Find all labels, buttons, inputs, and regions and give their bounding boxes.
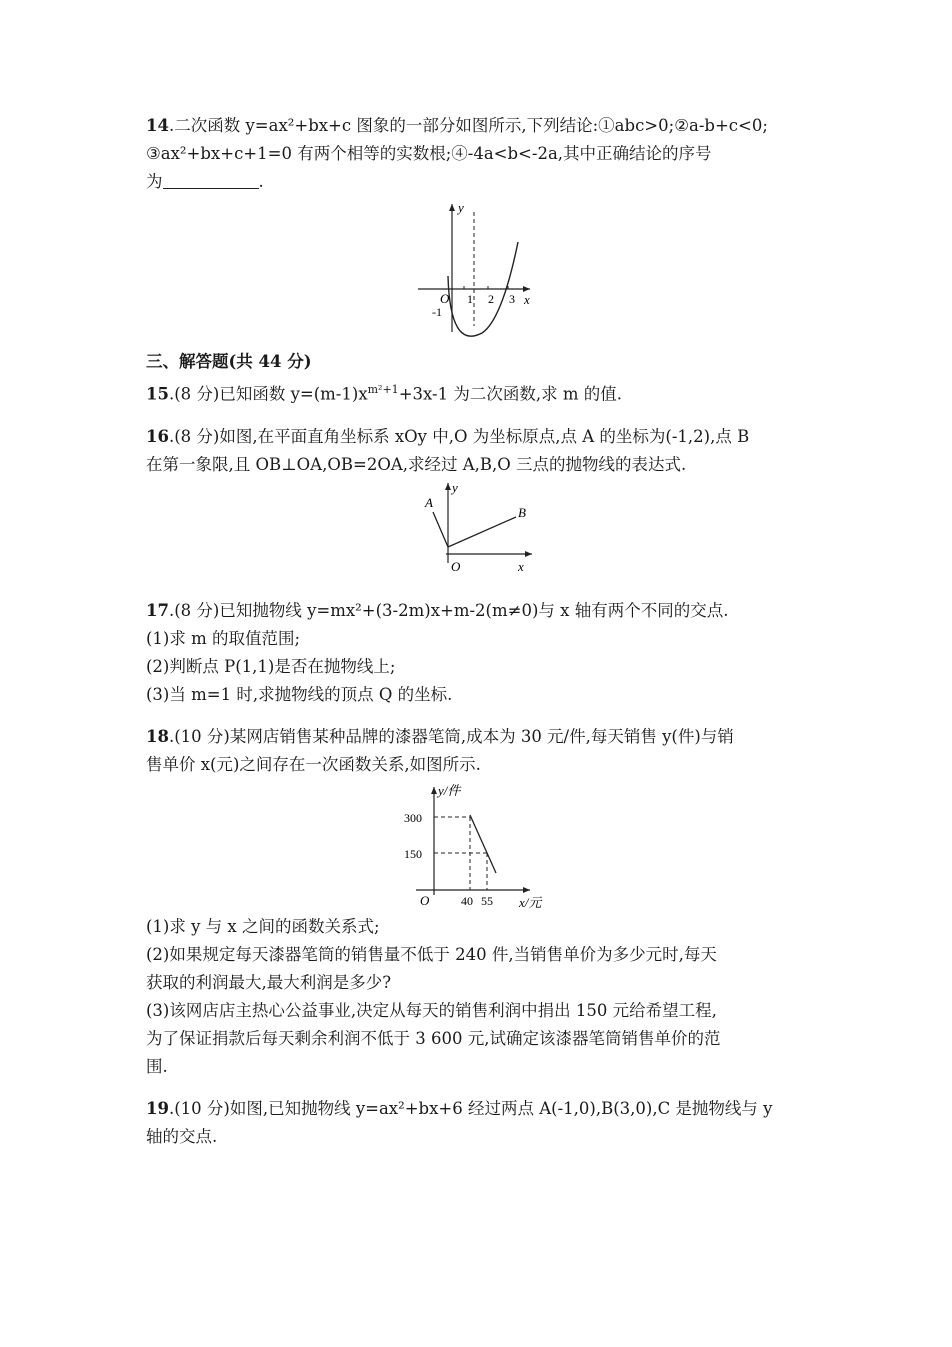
x-arrow-icon bbox=[523, 887, 530, 893]
q18-part3c: 围. bbox=[146, 1056, 168, 1076]
q17-text1: .(8 分)已知抛物线 y=mx²+(3-2m)x+m-2(m≠0)与 x 轴有两个不同的交点. bbox=[168, 600, 729, 620]
x-arrow-icon bbox=[525, 551, 532, 557]
x-label: x bbox=[518, 558, 524, 574]
q15-text1: .(8 分)已知函数 y=(m-1)x bbox=[168, 384, 368, 404]
q15-line bbox=[146, 376, 806, 409]
tick-label-1: 1 bbox=[467, 292, 473, 306]
q18-part2a: (2)如果规定每天漆器笔筒的销售量不低于 240 件,当销售单价为多少元时,每天 bbox=[146, 944, 717, 964]
linear-function-line bbox=[470, 815, 496, 873]
y-arrow-icon bbox=[431, 787, 437, 794]
q18-line2: 售单价 x(元)之间存在一次函数关系,如图所示. bbox=[146, 754, 481, 774]
origin-label: O bbox=[440, 291, 450, 306]
x-tick-55: 55 bbox=[481, 893, 493, 908]
q19-line2: 轴的交点. bbox=[146, 1126, 218, 1146]
y-tick-150: 150 bbox=[404, 846, 422, 861]
q17-part1: (1)求 m 的取值范围; bbox=[146, 628, 301, 648]
y-axis-label: y/件 bbox=[438, 782, 461, 798]
q14-prefix: 为 bbox=[146, 172, 163, 191]
x-tick-40: 40 bbox=[461, 893, 473, 908]
worksheet-page bbox=[146, 112, 806, 1151]
q15-exponent: m²+1 bbox=[367, 383, 399, 396]
q16-text1: .(8 分)如图,在平面直角坐标系 xOy 中,O 为坐标原点,点 A 的坐标为(-1,2),点 B bbox=[168, 426, 750, 446]
q17-number: 17 bbox=[146, 600, 169, 620]
tick-label-3: 3 bbox=[509, 292, 515, 306]
y-arrow-icon bbox=[445, 483, 451, 490]
q14-number: 14 bbox=[146, 116, 169, 135]
q18-text1: .(10 分)某网店销售某种品牌的漆器笔筒,成本为 30 元/件,每天销售 y(件)与销 bbox=[168, 726, 734, 746]
q17-part2: (2)判断点 P(1,1)是否在抛物线上; bbox=[146, 656, 396, 676]
q16-number: 16 bbox=[146, 426, 169, 446]
y-arrow-icon bbox=[449, 204, 455, 211]
segment-oa bbox=[433, 512, 448, 547]
q18-part1: (1)求 y 与 x 之间的函数关系式; bbox=[146, 916, 380, 936]
q16-line1 bbox=[146, 423, 806, 451]
q19-line1 bbox=[146, 1095, 806, 1123]
q18-part3a: (3)该网店店主热心公益事业,决定从每天的销售利润中捐出 150 元给希望工程, bbox=[146, 1000, 717, 1020]
q16-figure bbox=[146, 483, 806, 579]
q19-number: 19 bbox=[146, 1098, 169, 1118]
q15-text2: +3x-1 为二次函数,求 m 的值. bbox=[398, 384, 622, 404]
q14-line1 bbox=[146, 112, 806, 140]
y-label: y bbox=[458, 200, 464, 215]
q16-line2: 在第一象限,且 OB⊥OA,OB=2OA,求经过 A,B,O 三点的抛物线的表达式. bbox=[146, 454, 687, 474]
q15-number: 15 bbox=[146, 384, 169, 404]
q17-part3: (3)当 m=1 时,求抛物线的顶点 Q 的坐标. bbox=[146, 684, 453, 704]
q14-figure bbox=[146, 200, 806, 342]
q17-line1 bbox=[146, 597, 806, 625]
q14-line3 bbox=[146, 168, 806, 196]
x-axis-label: x/元 bbox=[519, 894, 542, 909]
q18-line1 bbox=[146, 723, 806, 751]
y-label: y bbox=[452, 482, 458, 495]
q14-suffix: . bbox=[258, 172, 264, 191]
section-heading: 三、解答题(共 44 分) bbox=[146, 352, 312, 371]
point-b-label: B bbox=[518, 504, 526, 520]
x-label: x bbox=[524, 292, 530, 307]
q18-part2b: 获取的利润最大,最大利润是多少? bbox=[146, 972, 392, 992]
q14-line2: ③ax²+bx+c+1=0 有两个相等的实数根;④-4a<b<-2a,其中正确结论的序号 bbox=[146, 144, 712, 163]
q18-number: 18 bbox=[146, 726, 169, 746]
origin-label: O bbox=[420, 892, 430, 908]
origin-label: O bbox=[451, 558, 461, 574]
point-a-label: A bbox=[425, 494, 433, 510]
q18-part3b: 为了保证捐款后每天剩余利润不低于 3 600 元,试确定该漆器笔筒销售单价的范 bbox=[146, 1028, 721, 1048]
tick-label-2: 2 bbox=[488, 292, 494, 306]
segment-ob bbox=[448, 517, 516, 547]
tick-label-neg1: -1 bbox=[432, 305, 442, 319]
answer-blank[interactable] bbox=[163, 170, 259, 189]
q18-figure bbox=[146, 783, 806, 909]
q19-text1: .(10 分)如图,已知抛物线 y=ax²+bx+6 经过两点 A(-1,0),B(3,0),C 是抛物线与 y bbox=[168, 1098, 773, 1118]
q14-text1: .二次函数 y=ax²+bx+c 图象的一部分如图所示,下列结论:①abc>0;②a-b+c<0; bbox=[168, 116, 768, 135]
y-tick-300: 300 bbox=[404, 810, 422, 825]
